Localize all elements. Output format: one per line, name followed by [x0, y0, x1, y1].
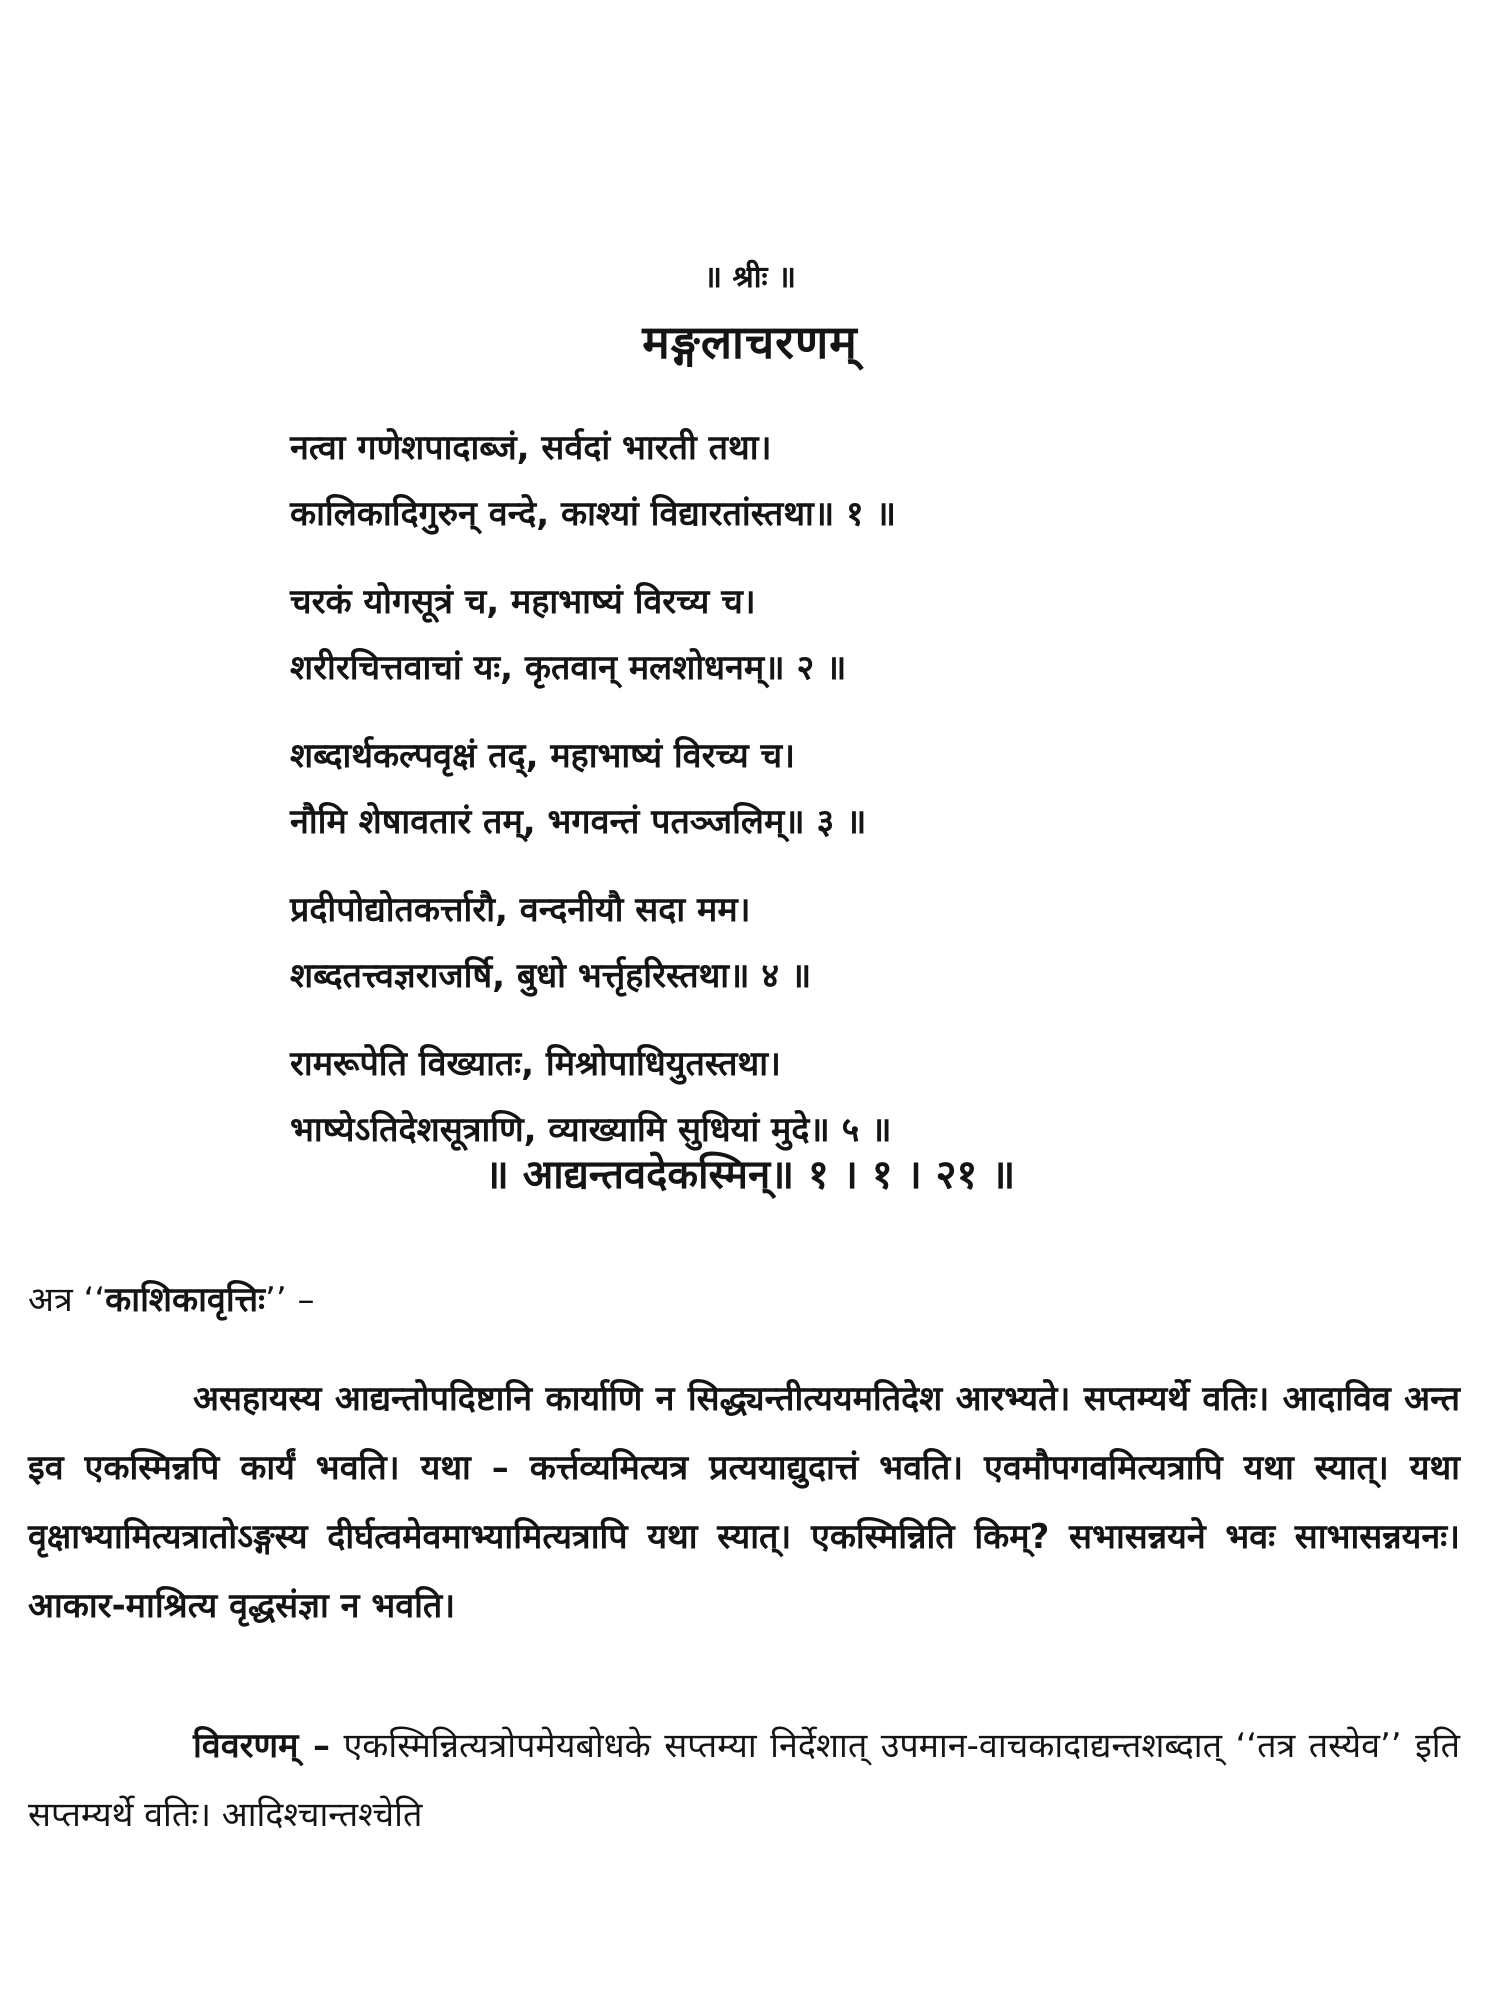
- source-name: काशिकावृत्तिः: [105, 1280, 266, 1320]
- vivaranam-label: विवरणम् –: [193, 1726, 330, 1766]
- verse-4: [290, 877, 1340, 1009]
- vivaranam-paragraph: [28, 1712, 1460, 1850]
- commentary-paragraph: असहायस्य आद्यन्तोपदिष्टानि कार्याणि न सिद्ध्यन्तीत्ययमतिदेश आरभ्यते। सप्तम्यर्थे वतिः। आदाविव अन्त इव एकस्मिन्नपि कार्यं भवति। यथा – कर्त्तव्यमित्यत्र प्रत्ययाद्युदात्तं भवति। एवमौपगवमित्यत्रापि यथा स्यात्। यथा वृक्षाभ्यामित्यत्रातोऽङ्गस्य दीर्घत्वमेवमाभ्यामित्यत्रापि यथा स्यात्। एकस्मिन्निति किम्? सभासन्नयने भवः साभासन्नयनः। आकार-माश्रित्य वृद्धसंज्ञा न भवति।: [28, 1379, 1460, 1626]
- vivaranam-text: एकस्मिन्नित्यत्रोपमेयबोधके सप्तम्या निर्देशात् उपमान-वाचकादाद्यन्तशब्दात् ‘‘तत्र तस्येव’’ इति सप्तम्यर्थे वतिः। आदिश्चान्तश्चेति: [28, 1726, 1460, 1835]
- verse-line: भाष्येऽतिदेशसूत्राणि, व्याख्यामि सुधियां मुदे॥ ५ ॥: [290, 1110, 892, 1150]
- source-prefix: अत्र ‘‘: [28, 1280, 106, 1320]
- verse-line: रामरूपेति विख्यातः, मिश्रोपाधियुतस्तथा।: [290, 1044, 781, 1084]
- verse-block: [290, 415, 1340, 1185]
- source-citation: [28, 1275, 314, 1321]
- verse-line: प्रदीपोद्योतकर्त्तारौ, वन्दनीयौ सदा मम।: [290, 890, 751, 930]
- verse-line: कालिकादिगुरुन् वन्दे, काश्यां विद्यारतांस्तथा॥ १ ॥: [290, 494, 896, 534]
- verse-1: [290, 415, 1340, 547]
- verse-line: शब्दतत्त्वज्ञराजर्षि, बुधो भर्त्तृहरिस्तथा॥ ४ ॥: [290, 956, 812, 996]
- verse-5: [290, 1031, 1340, 1163]
- source-suffix: ’’ –: [265, 1280, 315, 1320]
- verse-2: [290, 569, 1340, 701]
- sutra-heading: ॥ आद्यन्तवदेकस्मिन्॥ १ । १ । २१ ॥: [484, 1152, 1016, 1198]
- verse-line: चरकं योगसूत्रं च, महाभाष्यं विरच्य च।: [290, 582, 756, 622]
- verse-line: शरीरचित्तवाचां यः, कृतवान् मलशोधनम्॥ २ ॥: [290, 648, 847, 688]
- invocation: ॥ श्रीः ॥: [704, 260, 796, 295]
- verse-3: [290, 723, 1340, 855]
- page-title: मङ्गलाचरणम्: [642, 315, 858, 369]
- verse-line: शब्दार्थकल्पवृक्षं तद्, महाभाष्यं विरच्य च।: [290, 736, 795, 776]
- verse-line: नत्वा गणेशपादाब्जं, सर्वदां भारती तथा।: [290, 428, 772, 468]
- verse-line: नौमि शेषावतारं तम्, भगवन्तं पतञ्जलिम्॥ ३ ॥: [290, 802, 867, 842]
